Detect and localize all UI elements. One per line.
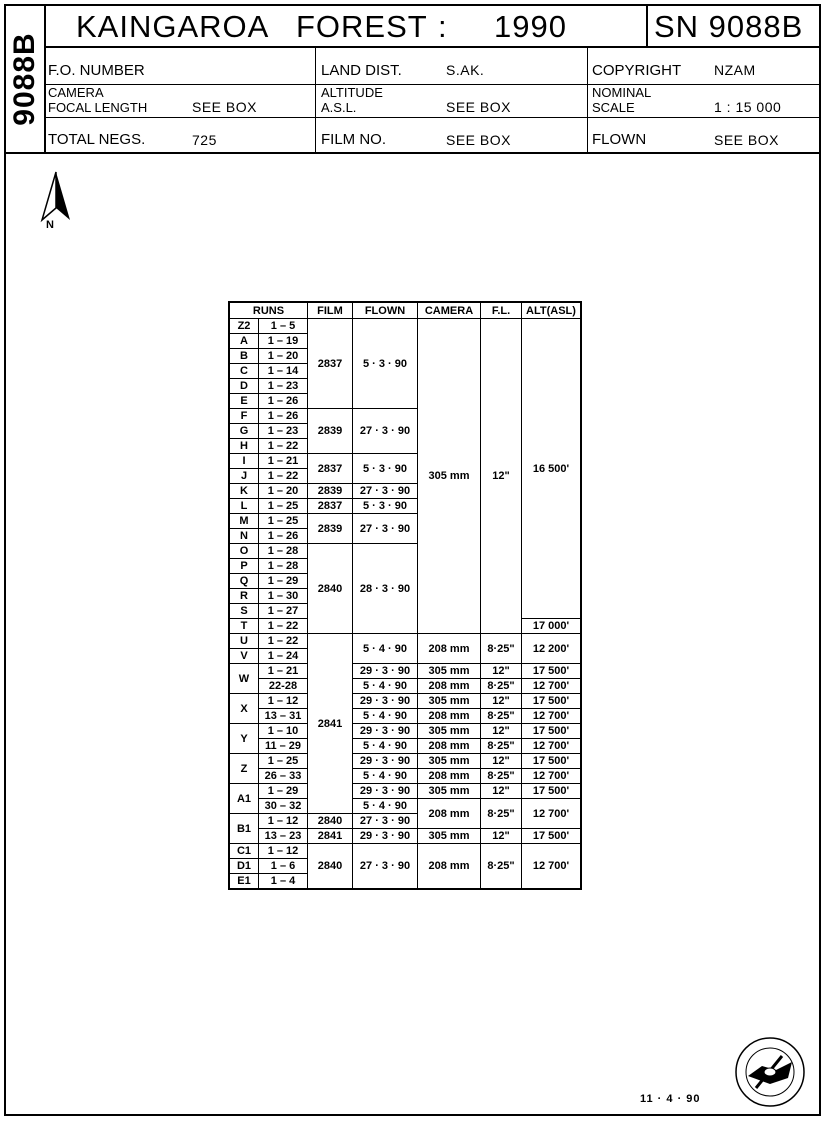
focal-length-cell: 12" <box>481 829 522 844</box>
run-letter: M <box>229 514 259 529</box>
run-letter: F <box>229 409 259 424</box>
focal-length-value: SEE BOX <box>192 99 257 115</box>
north-arrow-icon <box>32 170 76 230</box>
run-letter: Z2 <box>229 319 259 334</box>
camera-cell: 305 mm <box>418 724 481 739</box>
flown-cell: 5 · 4 · 90 <box>353 634 418 664</box>
table-row <box>229 664 581 679</box>
camera-cell: 305 mm <box>418 784 481 799</box>
run-range: 1 – 12 <box>259 694 308 709</box>
camera-cell: 208 mm <box>418 679 481 694</box>
footer-date: 11 · 4 · 90 <box>640 1093 701 1105</box>
run-range: 1 – 26 <box>259 409 308 424</box>
run-range: 1 – 28 <box>259 559 308 574</box>
table-row <box>229 754 581 769</box>
focal-length-cell: 8·25" <box>481 679 522 694</box>
altitude-cell: 12 700' <box>522 769 582 784</box>
flown-cell: 29 · 3 · 90 <box>353 694 418 709</box>
table-row <box>229 799 581 814</box>
run-letter: L <box>229 499 259 514</box>
run-letter: G <box>229 424 259 439</box>
run-range: 1 – 27 <box>259 604 308 619</box>
title-word: FOREST <box>296 9 428 44</box>
run-range: 1 – 25 <box>259 754 308 769</box>
run-letter: V <box>229 649 259 664</box>
header-flown: FLOWN <box>353 302 418 319</box>
flown-value: SEE BOX <box>714 132 779 148</box>
run-range: 1 – 26 <box>259 529 308 544</box>
film-cell: 2837 <box>308 454 353 484</box>
run-letter: X <box>229 694 259 724</box>
focal-length-cell: 8·25" <box>481 844 522 890</box>
flown-cell: 27 · 3 · 90 <box>353 514 418 544</box>
run-letter: S <box>229 604 259 619</box>
scale-value: 1 : 15 000 <box>714 99 782 115</box>
run-range: 1 – 25 <box>259 514 308 529</box>
run-letter: H <box>229 439 259 454</box>
camera-label: CAMERA <box>48 85 104 100</box>
asl-label: A.S.L. <box>321 100 357 115</box>
run-range: 1 – 23 <box>259 379 308 394</box>
run-letter: A <box>229 334 259 349</box>
flown-cell: 5 · 3 · 90 <box>353 499 418 514</box>
flown-cell: 27 · 3 · 90 <box>353 814 418 829</box>
run-range: 22-28 <box>259 679 308 694</box>
scale-label: SCALE <box>592 100 635 115</box>
run-range: 30 – 32 <box>259 799 308 814</box>
camera-cell: 208 mm <box>418 844 481 890</box>
header-camera: CAMERA <box>418 302 481 319</box>
altitude-cell: 12 700' <box>522 739 582 754</box>
fo-number-label: F.O. NUMBER <box>48 62 145 79</box>
camera-cell: 208 mm <box>418 799 481 829</box>
nominal-label: NOMINAL <box>592 85 652 100</box>
table-row <box>229 634 581 649</box>
table-row <box>229 319 581 334</box>
flown-cell: 28 · 3 · 90 <box>353 544 418 634</box>
focal-length-cell: 12" <box>481 724 522 739</box>
flown-cell: 27 · 3 · 90 <box>353 484 418 499</box>
run-range: 1 – 22 <box>259 619 308 634</box>
run-range: 1 – 22 <box>259 439 308 454</box>
land-dist-value: S.AK. <box>446 62 485 78</box>
table-row <box>229 844 581 859</box>
altitude-cell: 12 700' <box>522 679 582 694</box>
altitude-cell: 12 700' <box>522 709 582 724</box>
run-range: 1 – 30 <box>259 589 308 604</box>
flown-cell: 5 · 4 · 90 <box>353 679 418 694</box>
flown-cell: 29 · 3 · 90 <box>353 664 418 679</box>
table-row <box>229 739 581 754</box>
flown-cell: 5 · 4 · 90 <box>353 709 418 724</box>
flown-cell: 29 · 3 · 90 <box>353 829 418 844</box>
focal-length-cell: 8·25" <box>481 799 522 829</box>
table-row <box>229 784 581 799</box>
camera-cell: 305 mm <box>418 319 481 634</box>
run-range: 1 – 28 <box>259 544 308 559</box>
run-range: 1 – 12 <box>259 844 308 859</box>
altitude-cell: 17 500' <box>522 754 582 769</box>
header-runs: RUNS <box>229 302 308 319</box>
flown-cell: 27 · 3 · 90 <box>353 409 418 454</box>
north-label: N <box>46 219 54 230</box>
run-range: 11 – 29 <box>259 739 308 754</box>
camera-cell: 305 mm <box>418 829 481 844</box>
focal-length-cell: 12" <box>481 319 522 634</box>
run-range: 1 – 21 <box>259 664 308 679</box>
film-cell: 2840 <box>308 544 353 634</box>
flown-cell: 5 · 3 · 90 <box>353 454 418 484</box>
flown-cell: 5 · 4 · 90 <box>353 799 418 814</box>
run-letter: E1 <box>229 874 259 890</box>
total-negs-value: 725 <box>192 132 217 148</box>
side-tab <box>6 6 46 152</box>
total-negs-label: TOTAL NEGS. <box>48 131 146 148</box>
run-letter: O <box>229 544 259 559</box>
table-row <box>229 769 581 784</box>
camera-cell: 208 mm <box>418 709 481 724</box>
film-cell: 2839 <box>308 514 353 544</box>
flown-cell: 5 · 3 · 90 <box>353 319 418 409</box>
run-letter: W <box>229 664 259 694</box>
focal-length-cell: 8·25" <box>481 739 522 754</box>
run-range: 13 – 23 <box>259 829 308 844</box>
header-fl: F.L. <box>481 302 522 319</box>
altitude-cell: 12 700' <box>522 844 582 890</box>
run-range: 1 – 4 <box>259 874 308 890</box>
aerial-mapping-logo <box>726 1026 812 1110</box>
altitude-cell: 17 500' <box>522 724 582 739</box>
header-alt: ALT(ASL) <box>522 302 582 319</box>
film-cell: 2840 <box>308 814 353 829</box>
flown-cell: 5 · 4 · 90 <box>353 769 418 784</box>
camera-cell: 208 mm <box>418 634 481 664</box>
run-letter: E <box>229 394 259 409</box>
run-range: 1 – 24 <box>259 649 308 664</box>
flown-cell: 27 · 3 · 90 <box>353 844 418 890</box>
flown-cell: 29 · 3 · 90 <box>353 724 418 739</box>
flown-cell: 29 · 3 · 90 <box>353 784 418 799</box>
side-label: 9088B <box>8 32 41 126</box>
title-separator: : <box>438 9 448 44</box>
film-cell: 2839 <box>308 484 353 499</box>
focal-length-cell: 12" <box>481 664 522 679</box>
film-no-label: FILM NO. <box>321 131 387 148</box>
altitude-cell: 17 500' <box>522 829 582 844</box>
run-range: 1 – 10 <box>259 724 308 739</box>
run-letter: C <box>229 364 259 379</box>
run-range: 1 – 20 <box>259 349 308 364</box>
run-range: 1 – 20 <box>259 484 308 499</box>
camera-cell: 305 mm <box>418 664 481 679</box>
camera-cell: 305 mm <box>418 694 481 709</box>
film-cell: 2837 <box>308 319 353 409</box>
run-range: 1 – 22 <box>259 469 308 484</box>
table-row <box>229 709 581 724</box>
altitude-value: SEE BOX <box>446 99 511 115</box>
run-range: 1 – 25 <box>259 499 308 514</box>
camera-cell: 305 mm <box>418 754 481 769</box>
flown-cell: 29 · 3 · 90 <box>353 754 418 769</box>
altitude-label: ALTITUDE <box>321 85 383 100</box>
run-range: 1 – 6 <box>259 859 308 874</box>
altitude-cell: 16 500' <box>522 319 582 619</box>
focal-length-cell: 12" <box>481 694 522 709</box>
run-range: 1 – 26 <box>259 394 308 409</box>
run-letter: B <box>229 349 259 364</box>
header-film: FILM <box>308 302 353 319</box>
flown-cell: 5 · 4 · 90 <box>353 739 418 754</box>
runs-table <box>228 301 582 890</box>
copyright-value: NZAM <box>714 62 756 78</box>
film-cell: 2840 <box>308 844 353 890</box>
camera-cell: 208 mm <box>418 769 481 784</box>
run-range: 1 – 29 <box>259 784 308 799</box>
run-range: 1 – 19 <box>259 334 308 349</box>
run-letter: R <box>229 589 259 604</box>
run-letter: D1 <box>229 859 259 874</box>
table-row <box>229 679 581 694</box>
run-letter: J <box>229 469 259 484</box>
table-row <box>229 724 581 739</box>
film-no-value: SEE BOX <box>446 132 511 148</box>
run-range: 1 – 22 <box>259 634 308 649</box>
focal-length-cell: 8·25" <box>481 709 522 724</box>
run-range: 26 – 33 <box>259 769 308 784</box>
altitude-cell: 17 500' <box>522 664 582 679</box>
run-letter: Y <box>229 724 259 754</box>
run-letter: U <box>229 634 259 649</box>
table-row <box>229 829 581 844</box>
run-range: 1 – 29 <box>259 574 308 589</box>
altitude-cell: 17 500' <box>522 694 582 709</box>
run-letter: K <box>229 484 259 499</box>
copyright-label: COPYRIGHT <box>592 62 682 79</box>
focal-length-cell: 8·25" <box>481 634 522 664</box>
run-letter: D <box>229 379 259 394</box>
altitude-cell: 12 200' <box>522 634 582 664</box>
film-cell: 2837 <box>308 499 353 514</box>
run-range: 1 – 21 <box>259 454 308 469</box>
title-block <box>6 6 819 154</box>
run-range: 1 – 14 <box>259 364 308 379</box>
run-letter: C1 <box>229 844 259 859</box>
land-dist-label: LAND DIST. <box>321 62 402 79</box>
altitude-cell: 12 700' <box>522 799 582 829</box>
run-letter: Z <box>229 754 259 784</box>
run-letter: N <box>229 529 259 544</box>
altitude-cell: 17 500' <box>522 784 582 799</box>
run-letter: I <box>229 454 259 469</box>
title-year: 1990 <box>494 9 567 44</box>
flown-label: FLOWN <box>592 131 647 148</box>
camera-cell: 208 mm <box>418 739 481 754</box>
run-letter: B1 <box>229 814 259 844</box>
focal-length-cell: 8·25" <box>481 769 522 784</box>
table-row <box>229 694 581 709</box>
run-range: 1 – 12 <box>259 814 308 829</box>
focal-length-label: FOCAL LENGTH <box>48 100 148 115</box>
focal-length-cell: 12" <box>481 754 522 769</box>
run-range: 13 – 31 <box>259 709 308 724</box>
film-cell: 2841 <box>308 829 353 844</box>
focal-length-cell: 12" <box>481 784 522 799</box>
sn-number: SN 9088B <box>654 9 804 44</box>
run-letter: Q <box>229 574 259 589</box>
film-cell: 2839 <box>308 409 353 454</box>
run-letter: A1 <box>229 784 259 814</box>
run-letter: T <box>229 619 259 634</box>
altitude-cell: 17 000' <box>522 619 582 634</box>
run-range: 1 – 23 <box>259 424 308 439</box>
run-range: 1 – 5 <box>259 319 308 334</box>
film-cell: 2841 <box>308 634 353 814</box>
title-location: KAINGAROA <box>76 9 270 44</box>
run-letter: P <box>229 559 259 574</box>
